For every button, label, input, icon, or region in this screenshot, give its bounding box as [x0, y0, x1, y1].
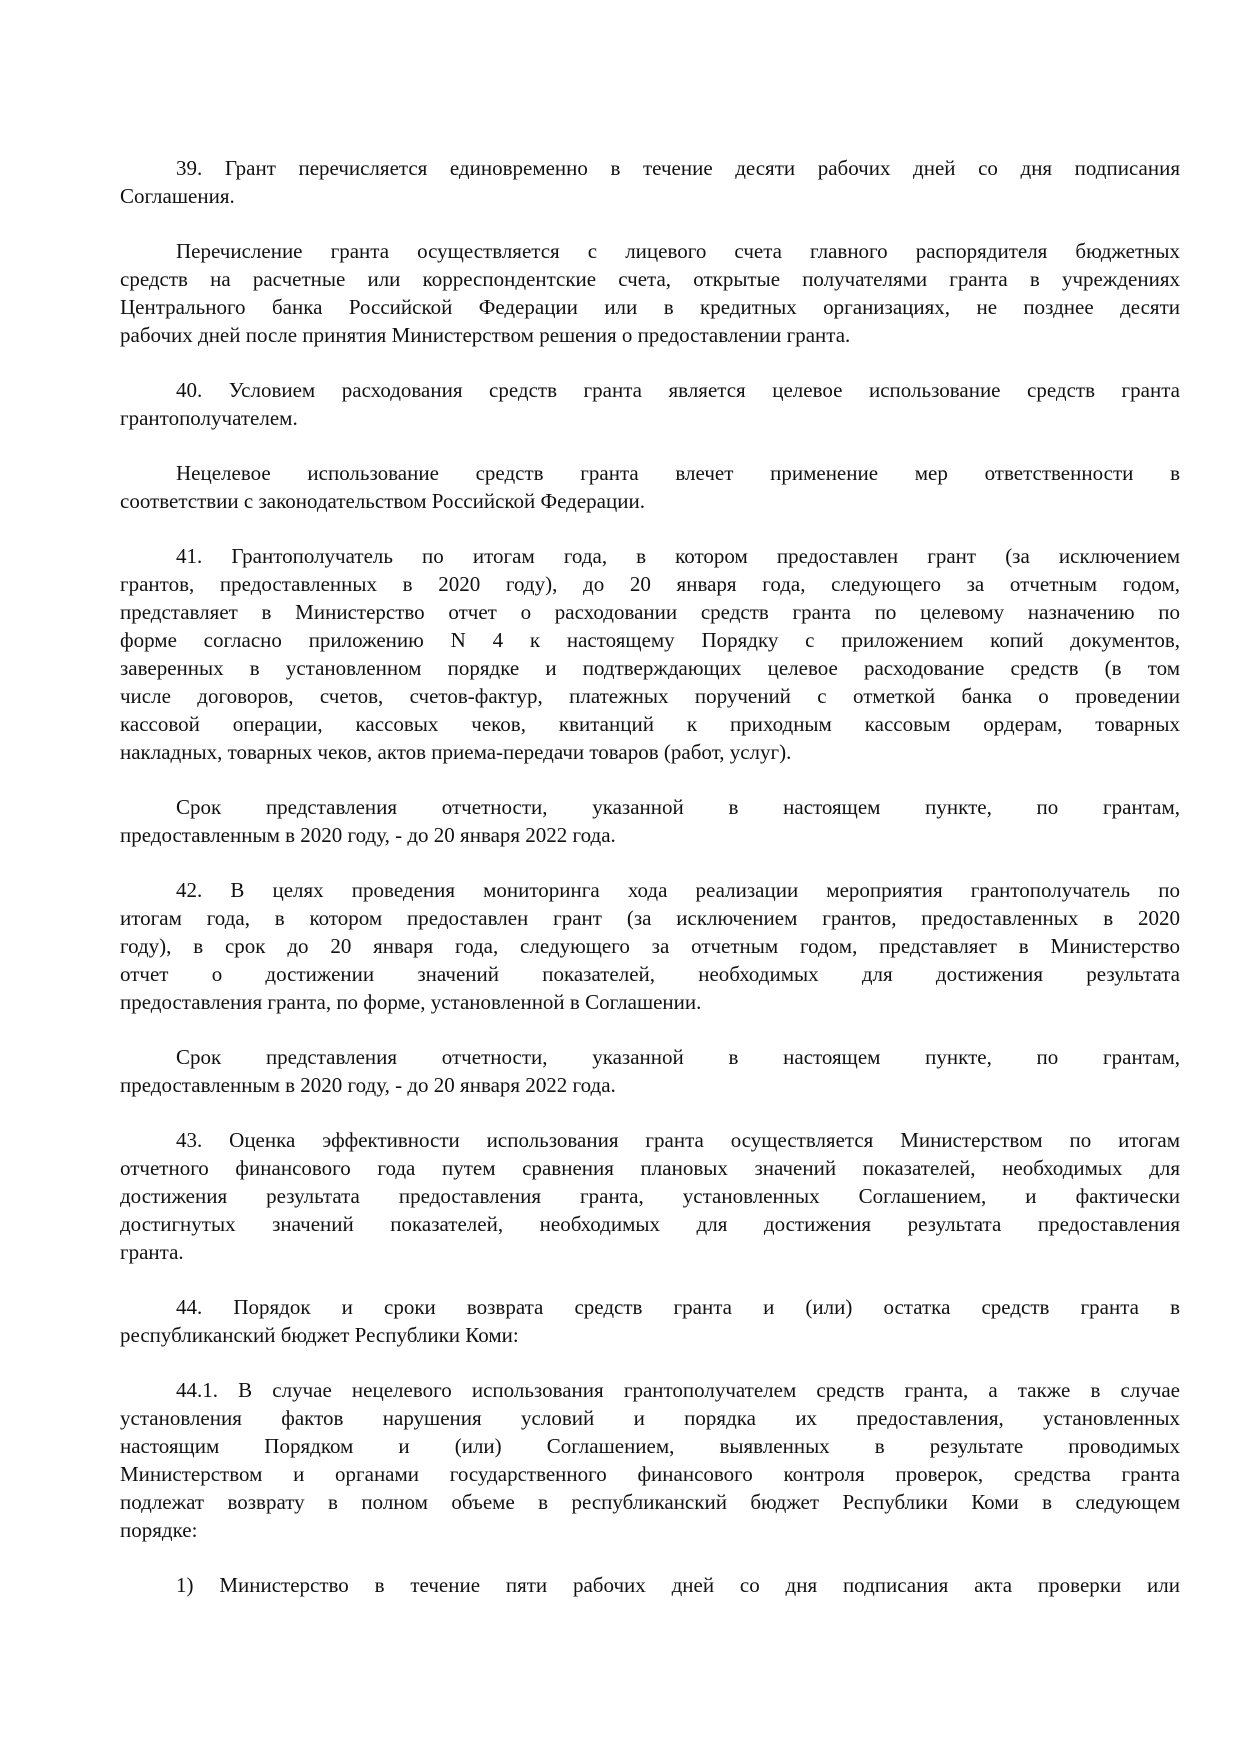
text-line: представляет в Министерство отчет о расходовании средств гранта по целевому назначению по: [120, 600, 1180, 624]
text-line: предоставленным в 2020 году, - до 20 января 2022 года.: [120, 823, 616, 847]
text-line: 39. Грант перечисляется единовременно в течение десяти рабочих дней со дня подписания: [176, 156, 1180, 180]
text-line: отчетного финансового года путем сравнения плановых значений показателей, необходимых для: [120, 1156, 1180, 1180]
text-line: грантов, предоставленных в 2020 году), до 20 января года, следующего за отчетным годом,: [120, 572, 1180, 596]
text-line: 43. Оценка эффективности использования гранта осуществляется Министерством по итогам: [176, 1128, 1180, 1152]
paragraph: [120, 793, 1180, 849]
paragraph: [120, 376, 1180, 432]
text-line: 44.1. В случае нецелевого использования грантополучателем средств гранта, а также в случае: [176, 1378, 1180, 1402]
text-line: итогам года, в котором предоставлен грант (за исключением грантов, предоставленных в 2020: [120, 906, 1180, 930]
text-line: установления фактов нарушения условий и порядка их предоставления, установленных: [120, 1406, 1180, 1430]
text-line: настоящим Порядком и (или) Соглашением, выявленных в результате проводимых: [120, 1434, 1180, 1458]
text-line: числе договоров, счетов, счетов-фактур, платежных поручений с отметкой банка о проведении: [120, 684, 1180, 708]
paragraph: [120, 1126, 1180, 1266]
text-line: Срок представления отчетности, указанной в настоящем пункте, по грантам,: [176, 795, 1180, 819]
text-line: 40. Условием расходования средств гранта является целевое использование средств гранта: [176, 378, 1180, 402]
text-line: республиканский бюджет Республики Коми:: [120, 1323, 519, 1347]
text-line: году), в срок до 20 января года, следующего за отчетным годом, представляет в Министерство: [120, 934, 1180, 958]
text-line: подлежат возврату в полном объеме в республиканский бюджет Республики Коми в следующем: [120, 1490, 1180, 1514]
text-line: Нецелевое использование средств гранта влечет применение мер ответственности в: [176, 461, 1180, 485]
text-line: Срок представления отчетности, указанной в настоящем пункте, по грантам,: [176, 1045, 1180, 1069]
text-line: средств на расчетные или корреспондентские счета, открытые получателями гранта в учреждениях: [120, 267, 1180, 291]
text-line: предоставления гранта, по форме, установленной в Соглашении.: [120, 990, 702, 1014]
paragraph: [120, 459, 1180, 515]
text-line: гранта.: [120, 1240, 184, 1264]
text-line: предоставленным в 2020 году, - до 20 января 2022 года.: [120, 1073, 616, 1097]
text-line: 42. В целях проведения мониторинга хода реализации мероприятия грантополучатель по: [176, 878, 1180, 902]
text-line: 44. Порядок и сроки возврата средств гранта и (или) остатка средств гранта в: [176, 1295, 1180, 1319]
paragraph: [120, 1571, 1180, 1599]
paragraph: [120, 1376, 1180, 1544]
text-line: грантополучателем.: [120, 406, 298, 430]
paragraph: [120, 237, 1180, 349]
text-line: достигнутых значений показателей, необходимых для достижения результата предоставления: [120, 1212, 1180, 1236]
text-line: заверенных в установленном порядке и подтверждающих целевое расходование средств (в том: [120, 656, 1180, 680]
text-line: достижения результата предоставления гранта, установленных Соглашением, и фактически: [120, 1184, 1180, 1208]
paragraph: [120, 1293, 1180, 1349]
text-line: порядке:: [120, 1518, 198, 1542]
text-line: 1) Министерство в течение пяти рабочих дней со дня подписания акта проверки или: [176, 1573, 1180, 1597]
paragraph: [120, 154, 1180, 210]
paragraph: [120, 542, 1180, 766]
text-line: кассовой операции, кассовых чеков, квитанций к приходным кассовым ордерам, товарных: [120, 712, 1180, 736]
text-line: Перечисление гранта осуществляется с лицевого счета главного распорядителя бюджетных: [176, 239, 1180, 263]
text-line: форме согласно приложению N 4 к настоящему Порядку с приложением копий документов,: [120, 628, 1180, 652]
text-line: 41. Грантополучатель по итогам года, в котором предоставлен грант (за исключением: [176, 544, 1180, 568]
document-page: [120, 154, 1180, 1626]
text-line: отчет о достижении значений показателей, необходимых для достижения результата: [120, 962, 1180, 986]
text-line: Центрального банка Российской Федерации или в кредитных организациях, не позднее десяти: [120, 295, 1180, 319]
text-line: соответствии с законодательством Российской Федерации.: [120, 489, 645, 513]
text-line: рабочих дней после принятия Министерством решения о предоставлении гранта.: [120, 323, 851, 347]
text-line: Соглашения.: [120, 184, 235, 208]
paragraph: [120, 1043, 1180, 1099]
text-line: Министерством и органами государственного финансового контроля проверок, средства гранта: [120, 1462, 1180, 1486]
text-line: накладных, товарных чеков, актов приема-передачи товаров (работ, услуг).: [120, 740, 792, 764]
paragraph: [120, 876, 1180, 1016]
